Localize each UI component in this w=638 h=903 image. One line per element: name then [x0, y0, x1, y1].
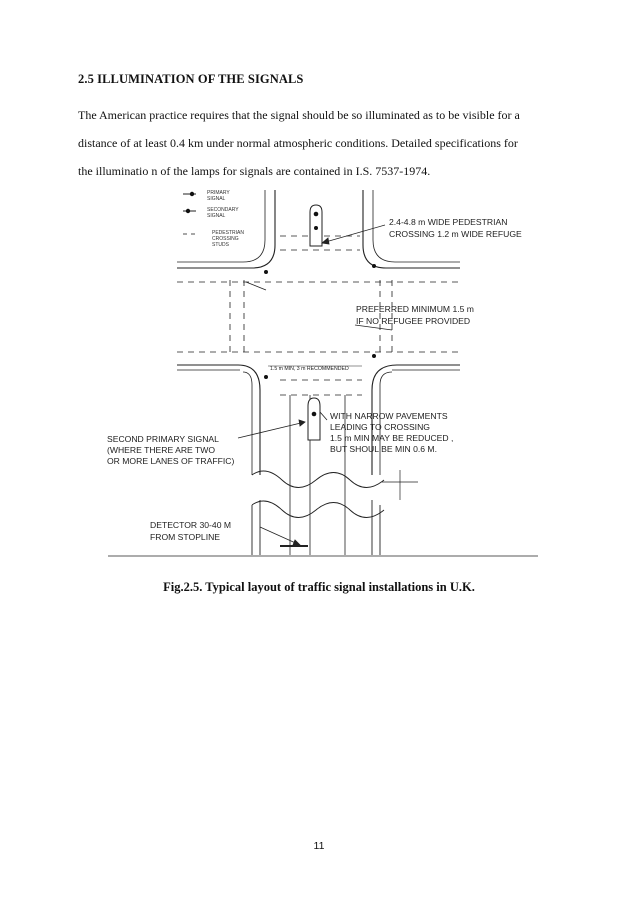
section-heading: 2.5 ILLUMINATION OF THE SIGNALS	[78, 72, 304, 86]
paragraph-line: The American practice requires that the signal should be so illuminated as to be visible for a	[78, 108, 520, 122]
callout-preferred-min-line2: IF NO REFUGEE PROVIDED	[356, 316, 471, 326]
legend-studs-line3: STUDS	[212, 242, 229, 248]
callout-leaders	[238, 225, 392, 546]
figure-caption: Fig.2.5. Typical layout of traffic signal installations in U.K.	[163, 580, 475, 594]
legend-primary-line2: SIGNAL	[207, 196, 226, 202]
callout-detector-line1: DETECTOR 30-40 M	[150, 520, 232, 530]
callout-second-primary-line1: SECOND PRIMARY SIGNAL	[107, 434, 219, 444]
legend-studs-line2: CROSSING	[212, 236, 239, 242]
legend-primary-line1: PRIMARY	[207, 190, 230, 196]
callout-preferred-min-line1: PREFERRED MINIMUM 1.5 m	[356, 304, 474, 314]
callout-second-primary-line3: OR MORE LANES OF TRAFFIC)	[107, 456, 235, 466]
traffic-refuges	[308, 205, 322, 440]
callout-narrow-pavements-line3: 1.5 m MIN MAY BE REDUCED ,	[330, 433, 454, 443]
callout-narrow-pavements-line2: LEADING TO CROSSING	[330, 422, 430, 432]
paragraph-line: distance of at least 0.4 km under normal atmospheric conditions. Detailed specifications for	[78, 136, 518, 150]
legend-studs-line1: PEDESTRIAN	[212, 230, 244, 236]
page-number: 11	[313, 840, 325, 852]
callout-detector-line2: FROM STOPLINE	[150, 532, 221, 542]
road-kerbs	[108, 190, 538, 556]
legend-secondary-line2: SIGNAL	[207, 213, 226, 219]
callout-pedestrian-crossing-line2: CROSSING 1.2 m WIDE REFUGE	[389, 229, 522, 239]
legend-secondary-line1: SECONDARY	[207, 207, 239, 213]
diagram-legend	[183, 190, 244, 248]
callout-narrow-pavements-line1: WITH NARROW PAVEMENTS	[330, 411, 448, 421]
paragraph-line: the illuminatio n of the lamps for signals are contained in I.S. 7537-1974.	[78, 164, 431, 178]
callout-pedestrian-crossing-line1: 2.4-4.8 m WIDE PEDESTRIAN	[389, 217, 508, 227]
callout-narrow-pavements-line4: BUT SHOUL BE MIN 0.6 M.	[330, 444, 437, 454]
callout-min-recommended: 1.5 m MIN, 3 m RECOMMENDED	[270, 366, 349, 372]
callout-second-primary-line2: (WHERE THERE ARE TWO	[107, 445, 216, 455]
